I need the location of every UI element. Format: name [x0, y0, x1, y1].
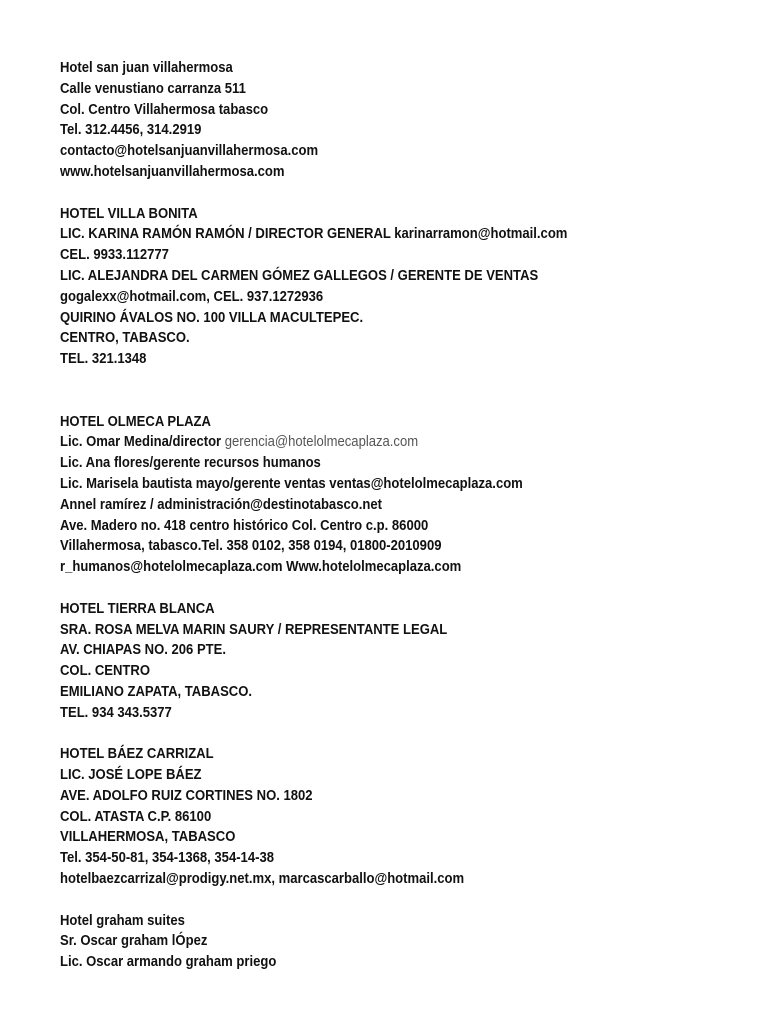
spacer: [60, 370, 653, 412]
address-line: AV. CHIAPAS NO. 206 PTE.: [60, 641, 226, 659]
address-line: Ave. Madero no. 418 centro histórico Col. Centro c.p. 86000: [60, 516, 429, 534]
contact-line: LIC. ALEJANDRA DEL CARMEN GÓMEZ GALLEGOS / GERENTE DE VENTAS: [60, 266, 539, 284]
contact-line: Lic. Ana flores/gerente recursos humanos: [60, 454, 321, 472]
contact-line: SRA. ROSA MELVA MARIN SAURY / REPRESENTANTE LEGAL: [60, 620, 448, 638]
spacer: [60, 724, 653, 745]
spacer: [60, 578, 653, 599]
address-line: Col. Centro Villahermosa tabasco: [60, 100, 269, 118]
address-line: COL. ATASTA C.P. 86100: [60, 807, 212, 825]
contact-line: LIC. JOSÉ LOPE BÁEZ: [60, 766, 202, 784]
address-line: COL. CENTRO: [60, 662, 150, 680]
address-line: EMILIANO ZAPATA, TABASCO.: [60, 682, 253, 700]
phone-line: TEL. 321.1348: [60, 350, 147, 368]
email-line: contacto@hotelsanjuanvillahermosa.com: [60, 142, 319, 160]
hotel-name: HOTEL TIERRA BLANCA: [60, 599, 215, 617]
contact-line: Annel ramírez / administración@destinotabasco.net: [60, 495, 382, 513]
email-line: hotelbaezcarrizal@prodigy.net.mx, marcascarballo@hotmail.com: [60, 870, 465, 888]
phone-line: Tel. 354-50-81, 354-1368, 354-14-38: [60, 849, 274, 867]
hotel-name: HOTEL OLMECA PLAZA: [60, 412, 211, 430]
hotel-entry-olmeca-plaza: [60, 412, 653, 578]
document-body: [60, 58, 653, 973]
hotel-name: HOTEL VILLA BONITA: [60, 204, 198, 222]
hotel-name: HOTEL BÁEZ CARRIZAL: [60, 745, 214, 763]
hotel-name: Hotel graham suites: [60, 911, 185, 929]
address-line: AVE. ADOLFO RUIZ CORTINES NO. 1802: [60, 786, 313, 804]
contact-line: LIC. KARINA RAMÓN RAMÓN / DIRECTOR GENERAL karinarramon@hotmail.com: [60, 225, 568, 243]
website-line: www.hotelsanjuanvillahermosa.com: [60, 162, 285, 180]
director-email: gerencia@hotelolmecaplaza.com: [224, 433, 419, 451]
address-line: VILLAHERMOSA, TABASCO: [60, 828, 236, 846]
spacer: [60, 890, 653, 911]
contact-line: [60, 432, 653, 453]
hotel-entry-san-juan: [60, 58, 653, 183]
phone-line: Villahermosa, tabasco.Tel. 358 0102, 358 0194, 01800-2010909: [60, 537, 442, 555]
address-line: CENTRO, TABASCO.: [60, 329, 190, 347]
hotel-entry-villa-bonita: [60, 204, 653, 370]
hotel-entry-graham-suites: [60, 911, 653, 973]
phone-line: CEL. 9933.112777: [60, 246, 169, 264]
email-line: r_humanos@hotelolmecaplaza.com Www.hotelolmecaplaza.com: [60, 558, 462, 576]
director-label: Lic. Omar Medina/director: [60, 433, 222, 451]
contact-line: Lic. Marisela bautista mayo/gerente ventas ventas@hotelolmecaplaza.com: [60, 474, 523, 492]
email-line: gogalexx@hotmail.com, CEL. 937.1272936: [60, 287, 324, 305]
phone-line: Tel. 312.4456, 314.2919: [60, 121, 202, 139]
contact-line: Sr. Oscar graham lÓpez: [60, 932, 208, 950]
contact-line: Lic. Oscar armando graham priego: [60, 953, 277, 971]
hotel-entry-tierra-blanca: [60, 599, 653, 724]
address-line: QUIRINO ÁVALOS NO. 100 VILLA MACULTEPEC.: [60, 308, 364, 326]
address-line: Calle venustiano carranza 511: [60, 79, 246, 97]
hotel-name: Hotel san juan villahermosa: [60, 59, 233, 76]
hotel-entry-baez-carrizal: [60, 744, 653, 890]
phone-line: TEL. 934 343.5377: [60, 703, 172, 721]
spacer: [60, 183, 653, 204]
